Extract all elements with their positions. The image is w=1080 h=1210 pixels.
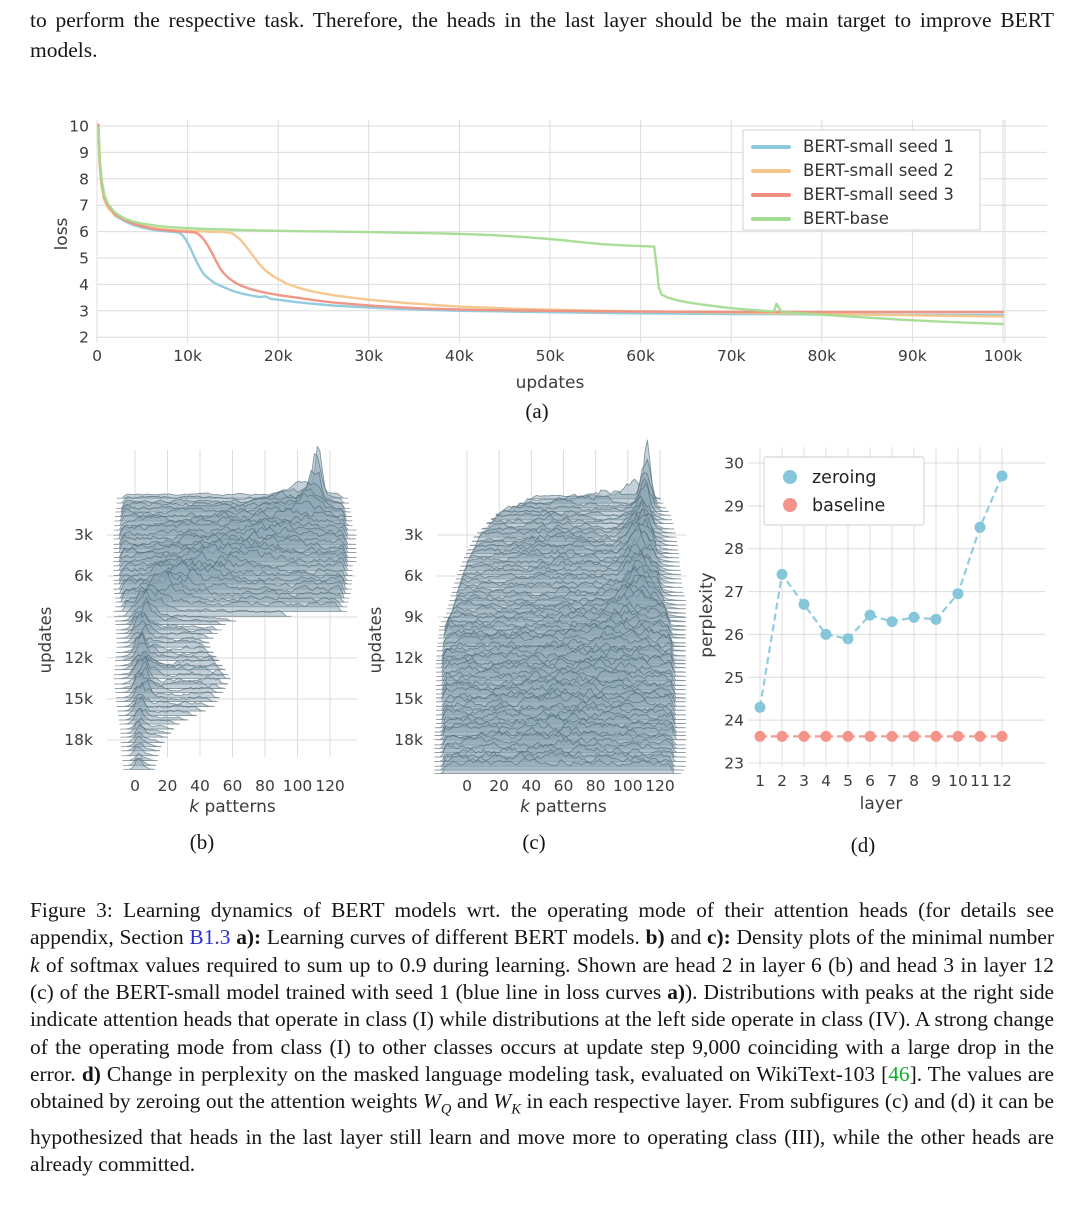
- figure-caption: [30, 897, 1054, 1179]
- svg-text:6k: 6k: [74, 567, 93, 586]
- svg-text:6: 6: [865, 772, 875, 790]
- svg-text:2: 2: [79, 328, 89, 347]
- svg-text:12k: 12k: [64, 649, 93, 668]
- subcaption-d: (d): [850, 833, 876, 857]
- svg-text:120: 120: [315, 777, 345, 795]
- svg-text:4: 4: [79, 275, 89, 294]
- citation-link[interactable]: 46: [888, 1062, 910, 1087]
- svg-text:3: 3: [799, 772, 809, 790]
- svg-text:30k: 30k: [354, 347, 384, 365]
- svg-text:updates: updates: [515, 373, 585, 393]
- svg-text:50k: 50k: [535, 347, 565, 365]
- caption-text: Learning curves of different BERT models.: [261, 925, 646, 950]
- body-paragraph: to perform the respective task. Therefore, the heads in the last layer should be the main target to improve BERT models.: [30, 8, 1054, 62]
- svg-text:15k: 15k: [394, 690, 423, 709]
- perplexity-per-layer-chart: [697, 435, 1070, 820]
- svg-text:100k: 100k: [983, 347, 1023, 365]
- svg-text:12k: 12k: [394, 649, 423, 668]
- svg-text:20: 20: [489, 777, 510, 795]
- svg-text:20k: 20k: [263, 347, 293, 365]
- svg-text:60: 60: [222, 777, 243, 795]
- subcaption-a: (a): [525, 399, 549, 423]
- caption-text: and: [664, 925, 708, 950]
- caption-text: in each respective layer. From subfigures (c) and (d) it can be hypothesized that heads in the last layer still learn and move more to operating class (III), while the other heads are already committed.: [30, 1089, 1054, 1177]
- svg-text:8: 8: [79, 170, 89, 189]
- density-ridgeline-chart-b: [35, 435, 365, 820]
- svg-text:9k: 9k: [404, 608, 423, 627]
- svg-text:7: 7: [79, 196, 89, 215]
- legend: [764, 457, 924, 525]
- svg-text:9: 9: [79, 143, 89, 162]
- svg-text:12: 12: [992, 772, 1012, 790]
- caption-text: a): [667, 980, 686, 1005]
- svg-text:BERT-base: BERT-base: [803, 209, 889, 228]
- svg-text:updates: updates: [36, 606, 55, 674]
- svg-text:30: 30: [724, 454, 744, 473]
- svg-text:9k: 9k: [74, 608, 93, 627]
- svg-text:loss: loss: [52, 217, 72, 251]
- density-ridgeline-chart-c: [365, 435, 695, 820]
- svg-text:40k: 40k: [445, 347, 474, 365]
- svg-text:3k: 3k: [74, 526, 93, 545]
- caption-text: Change in perplexity on the masked language modeling task, evaluated on WikiText-103 [: [100, 1062, 889, 1087]
- svg-text:0: 0: [462, 777, 472, 795]
- caption-text: of softmax values required to sum up to 0.9 during learning. Shown are head 2 in layer 6 (b) and head 3 in layer 12 (c) of the BERT-small model trained with seed 1 (blue line in loss curves: [30, 952, 1054, 1005]
- svg-text:11: 11: [970, 772, 990, 790]
- caption-text: ). Distributions with peaks at the right side indicate attention heads that operate in class (I) while distributions at the left side operate in class (IV). A strong change of the operating mode from class (I) to other classes occurs at update step 9,000 coinciding with a large drop in the error.: [30, 980, 1055, 1087]
- section-link[interactable]: B1.3: [189, 925, 231, 950]
- legend: [743, 130, 980, 230]
- caption-text: b): [645, 925, 665, 950]
- caption-text: d): [81, 1062, 101, 1087]
- svg-text:2: 2: [777, 772, 787, 790]
- svg-text:zeroing: zeroing: [812, 468, 877, 488]
- svg-text:27: 27: [724, 583, 744, 602]
- caption-text: and: [451, 1089, 494, 1114]
- svg-text:0: 0: [130, 777, 140, 795]
- svg-text:9: 9: [931, 772, 941, 790]
- svg-text:3k: 3k: [404, 526, 423, 545]
- svg-text:6: 6: [79, 223, 89, 242]
- svg-text:26: 26: [724, 625, 744, 644]
- svg-text:1: 1: [755, 772, 765, 790]
- svg-text:80k: 80k: [807, 347, 837, 365]
- svg-text:baseline: baseline: [812, 496, 886, 516]
- svg-text:40: 40: [190, 777, 210, 795]
- caption-text: Density plots of the minimal number: [730, 925, 1054, 950]
- svg-text:k patterns: k patterns: [520, 797, 607, 817]
- svg-text:7: 7: [887, 772, 897, 790]
- subcaption-b: (b): [189, 830, 215, 854]
- ridge-rows: [435, 440, 686, 774]
- caption-text: k: [30, 952, 40, 977]
- svg-text:18k: 18k: [64, 731, 93, 750]
- svg-text:k patterns: k patterns: [189, 797, 276, 817]
- svg-text:updates: updates: [366, 606, 385, 674]
- svg-text:29: 29: [724, 497, 744, 516]
- svg-text:25: 25: [724, 668, 744, 687]
- svg-text:80: 80: [255, 777, 275, 795]
- svg-text:90k: 90k: [898, 347, 927, 365]
- caption-text: $W_Q$: [423, 1089, 452, 1118]
- svg-text:10: 10: [69, 117, 89, 136]
- svg-text:3: 3: [79, 302, 89, 321]
- caption-text: Figure 3: Learning dynamics of BERT models wrt. the operating mode of their attention heads (for details see appendix, Section: [30, 898, 1054, 950]
- svg-text:20: 20: [157, 777, 178, 795]
- svg-text:10k: 10k: [173, 347, 202, 365]
- svg-text:0: 0: [92, 347, 102, 365]
- svg-text:40: 40: [521, 777, 542, 795]
- caption-text: c):: [707, 925, 731, 950]
- svg-text:5: 5: [843, 772, 853, 790]
- svg-text:60: 60: [553, 777, 574, 795]
- svg-text:28: 28: [724, 540, 744, 559]
- caption-text: a):: [236, 925, 262, 950]
- svg-text:15k: 15k: [64, 690, 93, 709]
- caption-text: $W_K$: [493, 1089, 521, 1118]
- svg-text:BERT-small seed 2: BERT-small seed 2: [803, 161, 954, 180]
- ridge-rows: [114, 447, 356, 770]
- caption-text: ]. The values are obtained by zeroing out the attention weights: [30, 1062, 1054, 1114]
- svg-text:100: 100: [282, 777, 313, 795]
- svg-text:6k: 6k: [404, 567, 423, 586]
- svg-text:BERT-small seed 1: BERT-small seed 1: [803, 137, 954, 156]
- svg-text:BERT-small seed 3: BERT-small seed 3: [803, 185, 954, 204]
- subcaption-c: (c): [522, 830, 546, 854]
- svg-text:8: 8: [909, 772, 919, 790]
- svg-text:5: 5: [79, 249, 89, 268]
- svg-text:120: 120: [645, 777, 675, 795]
- svg-text:23: 23: [724, 754, 744, 773]
- svg-text:layer: layer: [859, 794, 903, 814]
- svg-text:perplexity: perplexity: [697, 572, 717, 658]
- loss-learning-curves-chart: [52, 112, 1023, 400]
- svg-text:100: 100: [613, 777, 643, 795]
- svg-text:4: 4: [821, 772, 831, 790]
- svg-text:80: 80: [585, 777, 606, 795]
- svg-text:18k: 18k: [394, 731, 423, 750]
- svg-text:24: 24: [724, 711, 744, 730]
- svg-text:10: 10: [948, 772, 968, 790]
- svg-text:60k: 60k: [626, 347, 655, 365]
- svg-text:70k: 70k: [716, 347, 746, 365]
